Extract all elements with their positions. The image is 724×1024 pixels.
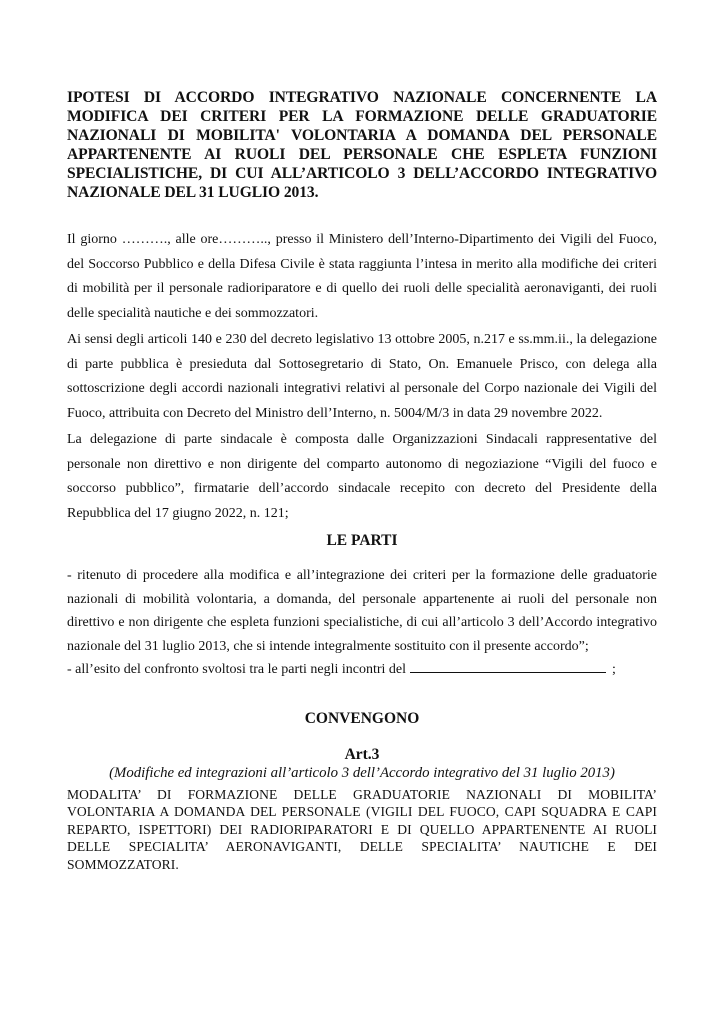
- le-parti-heading: LE PARTI: [326, 532, 398, 549]
- parti-item-2: [67, 658, 657, 682]
- intro-paragraph: Il giorno ………., alle ore……….., presso il Ministero dell’Interno-Dipartimento dei Vigili del Fuoco, del Soccorso Pubblico e della Difesa Civile è stata raggiunta l’intesa in merito alla modifiche dei criteri di mobilità per il personale radioriparatore e di quello dei ruoli delle specialità aeronaviganti, dei ruoli delle specialità nautiche e dei sommozzatori.: [67, 232, 657, 321]
- convengono-heading: CONVENGONO: [304, 709, 420, 727]
- parti-item-1: - ritenuto di procedere alla modifica e all’integrazione dei criteri per la formazione delle graduatorie nazionali di mobilità volontaria, a domanda, del personale appartenente ai ruoli del personale non direttivo e non dirigente che espleta funzioni specialistiche, di cui all’articolo 3 dell’Accordo integrativo nazionale del 31 luglio 2013, che si intende integralmente sostituito con il presente accordo”;: [67, 568, 657, 654]
- parti-item-2-text: - all’esito del confronto svoltosi tra le parti negli incontri del: [67, 662, 407, 677]
- article-caps-text: MODALITA’ DI FORMAZIONE DELLE GRADUATORIE NAZIONALI DI MOBILITA’ VOLONTARIA A DOMANDA DEL PERSONALE (VIGILI DEL FUOCO, CAPI SQUADRA E CAPI REPARTO, ISPETTORI) DEI RADIORIPARATORI E DI QUELLO APPARTENENTE AI RUOLI DELLE SPECIALITA’ AERONAVIGANTI, DELLE SPECIALITA’ NAUTICHE E DEI SOMMOZZATORI.: [67, 786, 657, 872]
- document-page: [67, 88, 657, 873]
- blank-fill-line: [410, 658, 606, 673]
- document-title: IPOTESI DI ACCORDO INTEGRATIVO NAZIONALE CONCERNENTE LA MODIFICA DEI CRITERI PER LA FORMAZIONE DELLE GRADUATORIE NAZIONALI DI MOBILITA' VOLONTARIA A DOMANDA DEL PERSONALE APPARTENENTE AI RUOLI DEL PERSONALE CHE ESPLETA FUNZIONI SPECIALISTICHE, DI CUI ALL’ARTICOLO 3 DELL’ACCORDO INTEGRATIVO NAZIONALE DEL 31 LUGLIO 2013.: [67, 89, 657, 201]
- article-heading: Art.3: [344, 745, 380, 763]
- document-body: [67, 228, 657, 526]
- article-subtitle: (Modifiche ed integrazioni all’articolo 3 dell’Accordo integrativo del 31 luglio 2013): [109, 764, 615, 781]
- public-delegation-paragraph: Ai sensi degli articoli 140 e 230 del decreto legislativo 13 ottobre 2005, n.217 e ss.mm.ii., la delegazione di parte pubblica è presieduta dal Sottosegretario di Stato, On. Emanuele Prisco, con delega alla sottoscrizione degli accordi nazionali integrativi relativi al personale del Corpo nazionale dei Vigili del Fuoco, attribuita con Decreto del Ministro dell’Interno, n. 5004/M/3 in data 29 novembre 2022.: [67, 332, 657, 421]
- parti-item-2-end: ;: [612, 662, 616, 677]
- union-delegation-paragraph: La delegazione di parte sindacale è composta dalle Organizzazioni Sindacali rappresentative del personale non direttivo e non dirigente del comparto autonomo di negoziazione “Vigili del fuoco e soccorso pubblico”, firmatarie dell’accordo sindacale recepito con decreto del Presidente della Repubblica del 17 giugno 2022, n. 121;: [67, 432, 657, 521]
